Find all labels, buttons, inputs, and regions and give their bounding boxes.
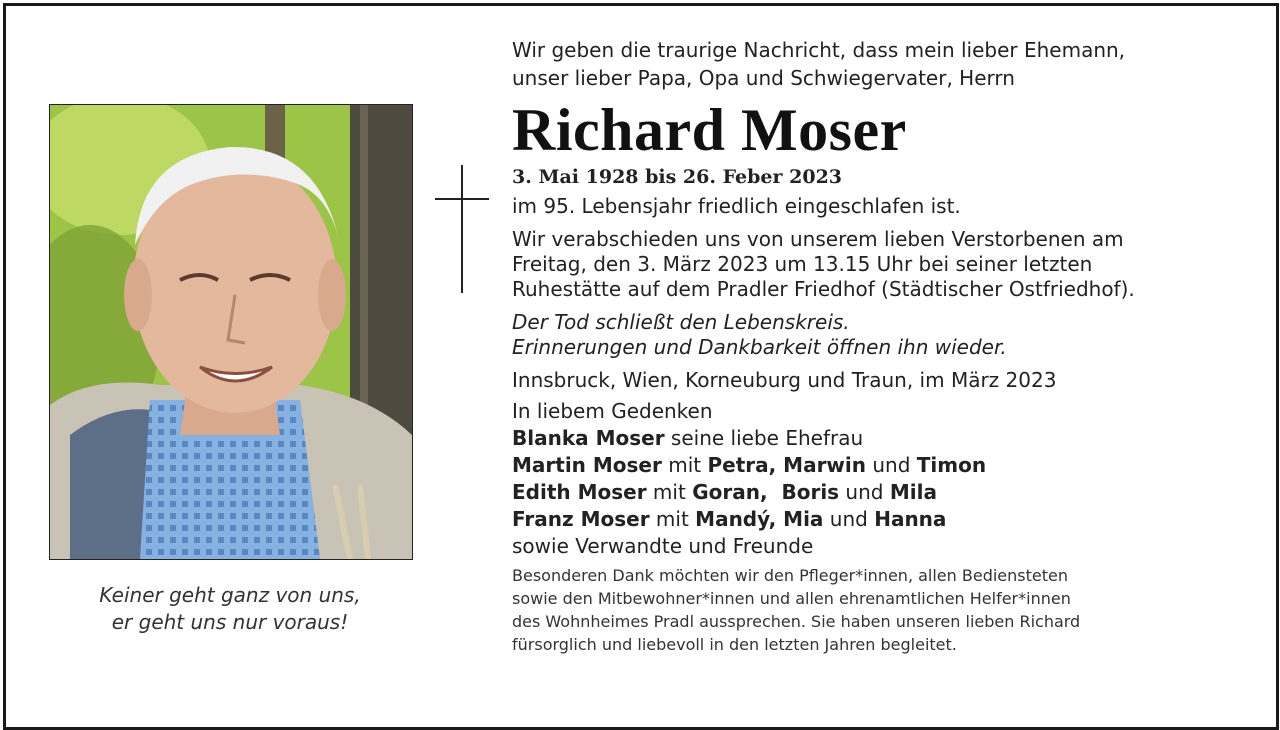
deceased-name: Richard Moser: [512, 97, 907, 163]
family-connector: und: [839, 480, 890, 504]
family-member-name: Timon: [916, 453, 987, 477]
family-row: [512, 479, 1232, 506]
obituary-card: [3, 3, 1279, 730]
intro-text: [512, 36, 1232, 92]
family-member-name: Martin Moser: [512, 453, 662, 477]
family-connector: seine liebe Ehefrau: [664, 426, 864, 450]
family-row: [512, 425, 1232, 452]
life-dates: 3. Mai 1928 bis 26. Feber 2023: [512, 166, 843, 188]
family-row: [512, 452, 1232, 479]
family-connector: mit: [646, 480, 693, 504]
intro-line-2: unser lieber Papa, Opa und Schwiegervater, Herrn: [512, 66, 1015, 90]
family-row: [512, 506, 1232, 533]
thanks-line-1: Besonderen Dank möchten wir den Pfleger*innen, allen Bediensteten: [512, 566, 1068, 585]
cross-icon: [435, 165, 489, 293]
family-member-name: Petra, Marwin: [707, 453, 867, 477]
family-member-name: Blanka Moser: [512, 426, 665, 450]
portrait-illustration: [50, 105, 412, 559]
family-connector: mit: [661, 453, 708, 477]
cross-horizontal-bar: [435, 198, 489, 200]
verse-line-1: Der Tod schließt den Lebenskreis.: [512, 310, 850, 334]
intro-line-1: Wir geben die traurige Nachricht, dass mein lieber Ehemann,: [512, 38, 1126, 62]
family-member-name: Mila: [889, 480, 937, 504]
quote-line-2: er geht uns nur voraus!: [111, 610, 349, 634]
funeral-text: [512, 227, 1232, 302]
family-member-name: Franz Moser: [512, 507, 650, 531]
obituary-text: [512, 36, 1232, 656]
family-member-name: Goran, Boris: [692, 480, 840, 504]
funeral-line-2: Freitag, den 3. März 2023 um 13.15 Uhr bei seiner letzten: [512, 252, 1093, 276]
family-member-name: Edith Moser: [512, 480, 647, 504]
verse-text: [512, 310, 1232, 360]
family-connector: und: [823, 507, 875, 531]
funeral-line-3: Ruhestätte auf dem Pradler Friedhof (Städtischer Ostfriedhof).: [512, 277, 1135, 301]
passed-text: im 95. Lebensjahr friedlich eingeschlafen ist.: [512, 194, 961, 218]
verse-line-2: Erinnerungen und Dankbarkeit öffnen ihn wieder.: [512, 335, 1007, 359]
family-row: sowie Verwandte und Freunde: [512, 534, 814, 558]
family-connector: mit: [649, 507, 696, 531]
memorial-quote: [49, 582, 411, 636]
thanks-line-3: des Wohnheimes Pradl aussprechen. Sie haben unseren lieben Richard: [512, 612, 1081, 631]
thanks-line-2: sowie den Mitbewohner*innen und allen ehrenamtlichen Helfer*innen: [512, 589, 1071, 608]
portrait-photo: [49, 104, 413, 560]
family-member-name: Hanna: [874, 507, 947, 531]
memory-heading: In liebem Gedenken: [512, 399, 713, 423]
thanks-text: [512, 564, 1232, 656]
thanks-line-4: fürsorglich und liebevoll in den letzten Jahren begleitet.: [512, 635, 957, 654]
family-connector: und: [866, 453, 917, 477]
funeral-line-1: Wir verabschieden uns von unserem lieben Verstorbenen am: [512, 227, 1124, 251]
family-member-name: Mandý, Mia: [695, 507, 824, 531]
family-list: [512, 398, 1232, 560]
quote-line-1: Keiner geht ganz von uns,: [99, 583, 361, 607]
place-date: Innsbruck, Wien, Korneuburg und Traun, im März 2023: [512, 368, 1057, 392]
cross-vertical-bar: [461, 165, 463, 293]
